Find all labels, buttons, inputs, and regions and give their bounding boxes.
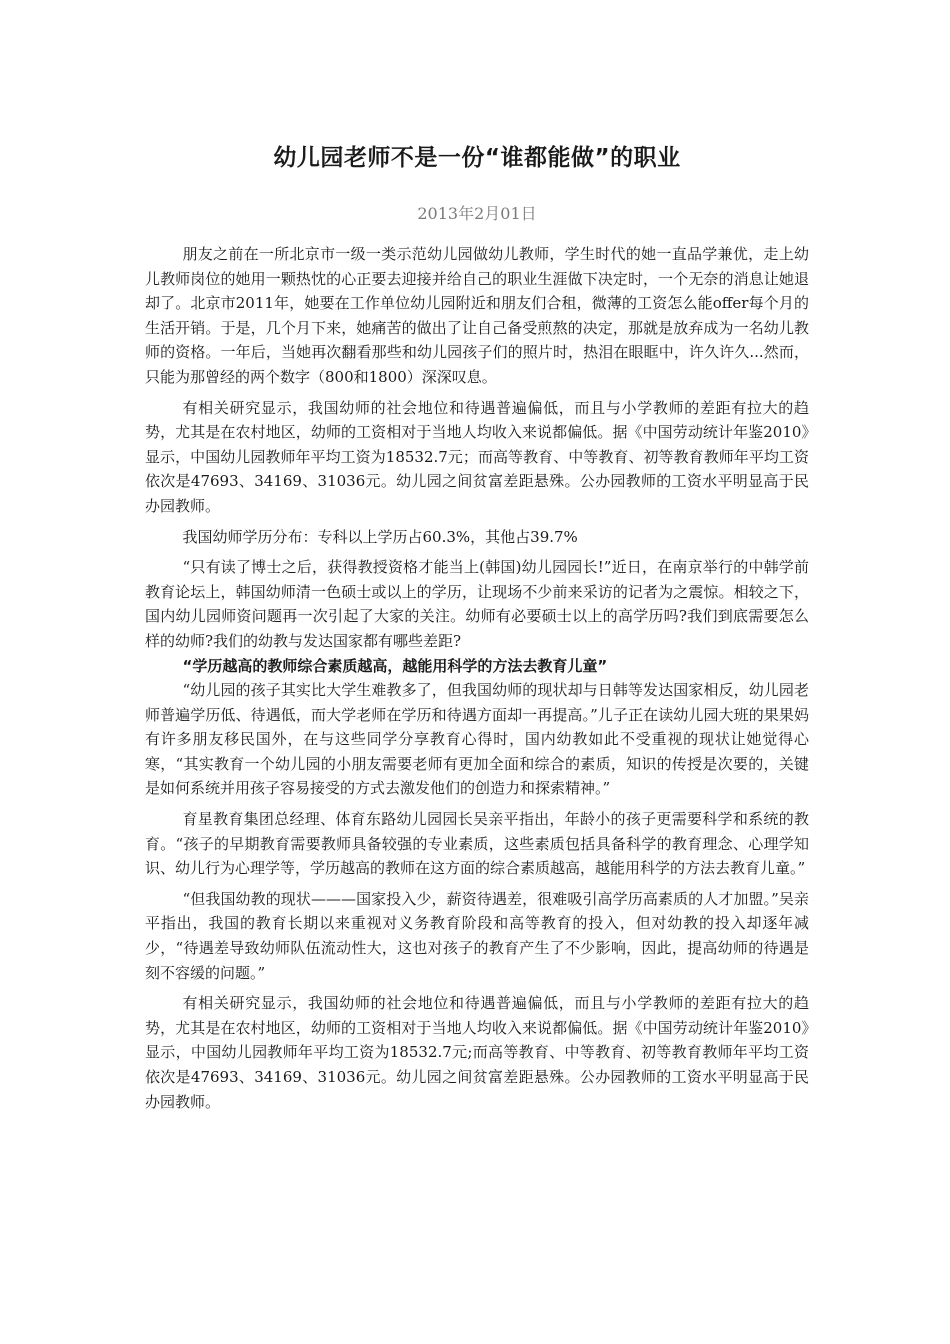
paragraph-research: 有相关研究显示，我国幼师的社会地位和待遇普遍偏低，而且与小学教师的差距有拉大的趋势，尤其是在农村地区，幼师的工资相对于当地人均收入来说都偏低。据《中国劳动统计年鉴2010》显示，中国幼儿园教师年平均工资为18532.7元；而高等教育、中等教育、初等教育教师年平均工资依次是47693、34169、31036元。幼儿园之间贫富差距悬殊。公办园教师的工资水平明显高于民办园教师。 xyxy=(145,398,809,515)
article-date: 2013年2月01日 xyxy=(417,204,537,223)
section-subheading: “学历越高的教师综合素质越高，越能用科学的方法去教育儿童” xyxy=(182,656,608,675)
paragraph-principal-view: 育星教育集团总经理、体育东路幼儿园园长吴亲平指出，年龄小的孩子更需要科学和系统的教育。“孩子的早期教育需要教师具备较强的专业素质，这些素质包括具备科学的教育理念、心理学知识、幼儿行为心理学等，学历越高的教师在这方面的综合素质越高，越能用科学的方法去教育儿童。” xyxy=(145,810,809,878)
paragraph-intro: 朋友之前在一所北京市一级一类示范幼儿园做幼儿教师，学生时代的她一直品学兼优，走上幼儿教师岗位的她用一颗热忱的心正要去迎接并给自己的职业生涯做下决定时，一个无奈的消息让她退却了。北京市2011年，她要在工作单位幼儿园附近和朋友们合租，微薄的工资怎么能offer每个月的生活开销。于是，几个月下来，她痛苦的做出了让自己备受煎熬的决定，那就是放弃成为一名幼儿教师的资格。一年后，当她再次翻看那些和幼儿园孩子们的照片时，热泪在眼眶中，许久许久...然而，只能为那曾经的两个数字（800和1800）深深叹息。 xyxy=(145,245,809,386)
paragraph-education-distribution: 我国幼师学历分布：专科以上学历占60.3%，其他占39.7% xyxy=(182,527,578,546)
paragraph-investment: “但我国幼教的现状———国家投入少，薪资待遇差，很难吸引高学历高素质的人才加盟。”吴亲平指出，我国的教育长期以来重视对义务教育阶段和高等教育的投入，但对幼教的投入却逐年减少，“待遇差导致幼师队伍流动性大，这也对孩子的教育产生了不少影响，因此，提高幼师的待遇是刻不容缓的问题。” xyxy=(145,889,809,982)
paragraph-research-repeat: 有相关研究显示，我国幼师的社会地位和待遇普遍偏低，而且与小学教师的差距有拉大的趋势，尤其是在农村地区，幼师的工资相对于当地人均收入来说都偏低。据《中国劳动统计年鉴2010》显示，中国幼儿园教师年平均工资为18532.7元;而高等教育、中等教育、初等教育教师年平均工资依次是47693、34169、31036元。幼儿园之间贫富差距悬殊。公办园教师的工资水平明显高于民办园教师。 xyxy=(145,994,809,1111)
paragraph-korea: “只有读了博士之后，获得教授资格才能当上(韩国)幼儿园园长!”近日，在南京举行的中韩学前教育论坛上，韩国幼师清一色硕士或以上的学历，让现场不少前来采访的记者为之震惊。相较之下，国内幼儿园师资问题再一次引起了大家的关注。幼师有必要硕士以上的高学历吗?我们到底需要怎么样的幼师?我们的幼教与发达国家都有哪些差距? xyxy=(145,558,809,650)
article-title: 幼儿园老师不是一份“谁都能做”的职业 xyxy=(273,145,681,171)
article-body xyxy=(145,140,809,1120)
paragraph-parent-view: “幼儿园的孩子其实比大学生难教多了，但我国幼师的现状却与日韩等发达国家相反，幼儿园老师普遍学历低、待遇低，而大学老师在学历和待遇方面却一再提高。”儿子正在读幼儿园大班的果果妈有许多朋友移民国外，在与这些同学分享教育心得时，国内幼教如此不受重视的现状让她觉得心寒，“其实教育一个幼儿园的小朋友需要老师有更加全面和综合的素质，知识的传授是次要的，关键是如何系统并用孩子容易接受的方式去激发他们的创造力和探索精神。” xyxy=(145,681,809,798)
